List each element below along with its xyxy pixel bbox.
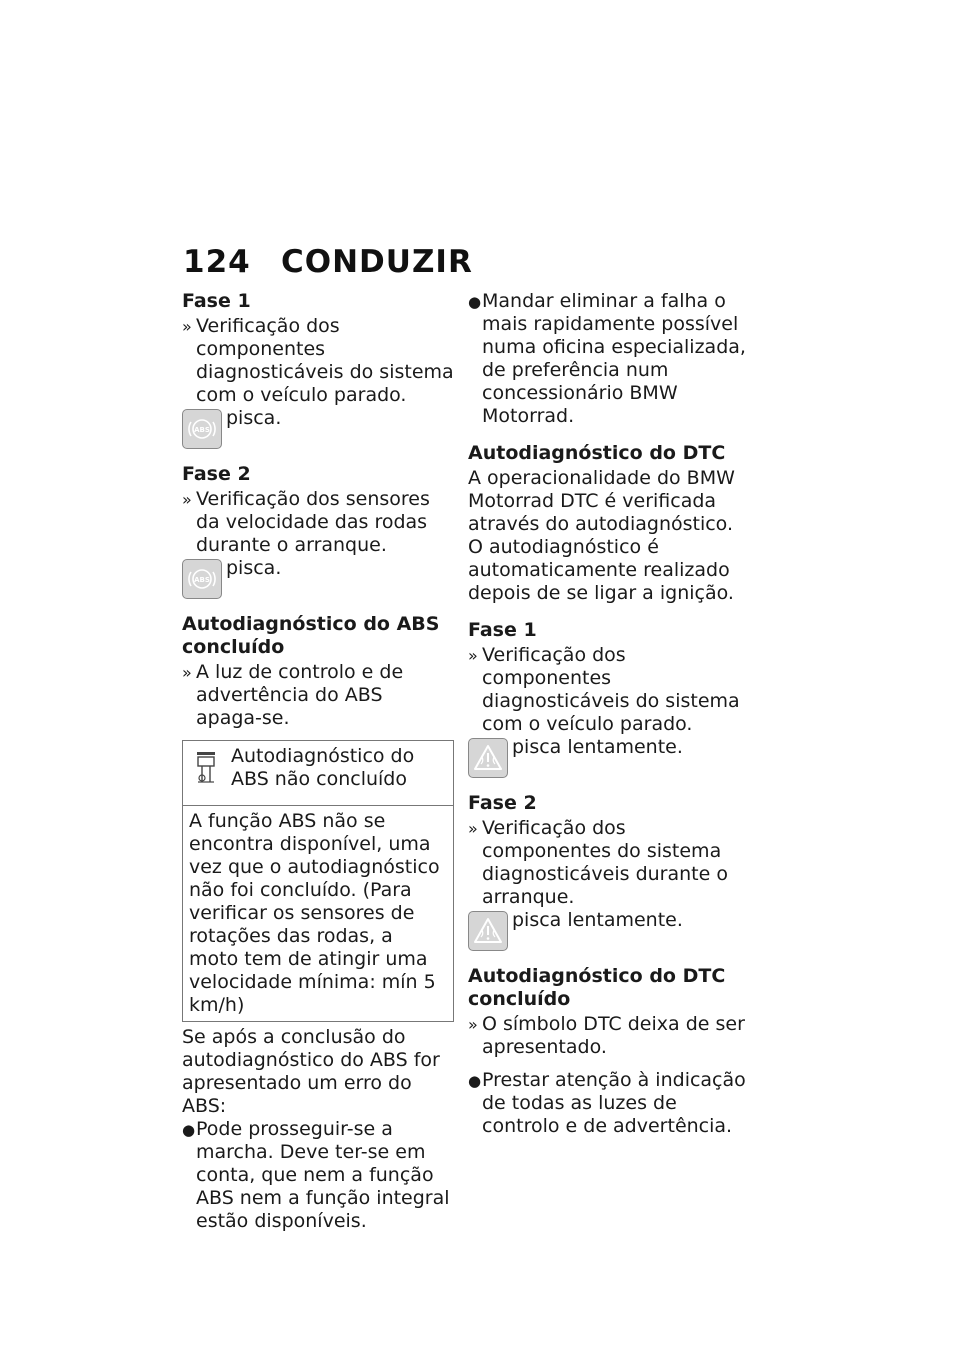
list-mark: » <box>468 646 478 665</box>
notice-header <box>183 741 453 806</box>
left-phase1-item <box>182 315 454 407</box>
left-column <box>182 290 454 1233</box>
notice-title: Autodiagnóstico do ABS não concluído <box>231 745 415 790</box>
right-bullet-item-2 <box>468 1069 748 1138</box>
left-phase1-icon-row <box>182 407 454 449</box>
bullet-mark: ● <box>182 1121 196 1139</box>
right-bullet-text-1: Mandar eliminar a falha o mais rapidamente possível numa oficina especializada, de preferência num concessionário BMW Motorrad. <box>482 290 746 427</box>
dtc-heading: Autodiagnóstico do DTC <box>468 442 726 464</box>
notice-body: A função ABS não se encontra disponível, uma vez que o autodiagnóstico não foi concluído. (Para verificar os sensores de rotações das rodas, a moto tem de atingir uma velocidade mínima: mín 5 km/h) <box>189 810 440 1016</box>
dtc-warning-triangle-icon <box>468 738 508 778</box>
abs-warning-light-icon <box>182 559 222 599</box>
dtc-paragraph: A operacionalidade do BMW Motorrad DTC é verificada através do autodiagnóstico. O autodiagnóstico é automaticamente realizado depois de se ligar a ignição. <box>468 467 735 604</box>
left-phase2-text: Verificação dos sensores da velocidade das rodas durante o arranque. <box>196 488 430 556</box>
right-column <box>468 290 748 1138</box>
list-mark: » <box>182 663 192 682</box>
tool-notice-icon <box>195 751 217 791</box>
right-phase1-heading: Fase 1 <box>468 619 537 641</box>
bullet-mark: ● <box>468 1072 482 1090</box>
left-bullet-item <box>182 1118 454 1233</box>
left-phase1-heading: Fase 1 <box>182 290 251 312</box>
right-bullet-item-1 <box>468 290 748 428</box>
left-phase2-icon-row <box>182 557 454 599</box>
dtc-warning-triangle-icon <box>468 911 508 951</box>
abs-completed-heading: Autodiagnóstico do ABS concluído <box>182 613 440 658</box>
left-phase1-icon-text: pisca. <box>226 407 282 429</box>
left-phase2-item <box>182 488 454 557</box>
dtc-completed-item <box>468 1013 748 1059</box>
list-mark: » <box>468 1015 478 1034</box>
dtc-completed-heading: Autodiagnóstico do DTC concluído <box>468 965 726 1010</box>
left-bullet-text: Pode prosseguir-se a marcha. Deve ter-se em conta, que nem a função ABS nem a função integral estão disponíveis. <box>196 1118 450 1232</box>
list-mark: » <box>182 490 192 509</box>
abs-error-paragraph: Se após a conclusão do autodiagnóstico do ABS for apresentado um erro do ABS: <box>182 1026 440 1117</box>
abs-warning-light-icon <box>182 409 222 449</box>
left-phase2-heading: Fase 2 <box>182 463 251 485</box>
page-number: 124 <box>183 244 251 280</box>
section-title: CONDUZIR <box>281 244 473 280</box>
list-mark: » <box>182 317 192 336</box>
right-phase1-text: Verificação dos componentes diagnosticáveis do sistema com o veículo parado. <box>482 644 740 735</box>
right-phase2-icon-text: pisca lentamente. <box>512 909 683 931</box>
abs-completed-item <box>182 661 454 730</box>
abs-completed-text: A luz de controlo e de advertência do ABS apaga-se. <box>196 661 404 729</box>
left-phase1-text: Verificação dos componentes diagnosticáveis do sistema com o veículo parado. <box>196 315 454 406</box>
right-phase2-icon-row <box>468 909 748 951</box>
right-phase2-item <box>468 817 748 909</box>
right-phase1-icon-text: pisca lentamente. <box>512 736 683 758</box>
left-phase2-icon-text: pisca. <box>226 557 282 579</box>
abs-icon-label: ABS <box>194 426 210 434</box>
right-phase1-item <box>468 644 748 736</box>
dtc-completed-text: O símbolo DTC deixa de ser apresentado. <box>482 1013 745 1058</box>
abs-icon-label: ABS <box>194 576 210 584</box>
right-phase2-text: Verificação dos componentes do sistema diagnosticáveis durante o arranque. <box>482 817 728 908</box>
list-mark: » <box>468 819 478 838</box>
notice-box <box>182 740 454 1022</box>
page-header <box>183 244 473 280</box>
bullet-mark: ● <box>468 293 482 311</box>
right-phase2-heading: Fase 2 <box>468 792 537 814</box>
right-bullet-text-2: Prestar atenção à indicação de todas as luzes de controlo e de advertência. <box>482 1069 746 1137</box>
right-phase1-icon-row <box>468 736 748 778</box>
